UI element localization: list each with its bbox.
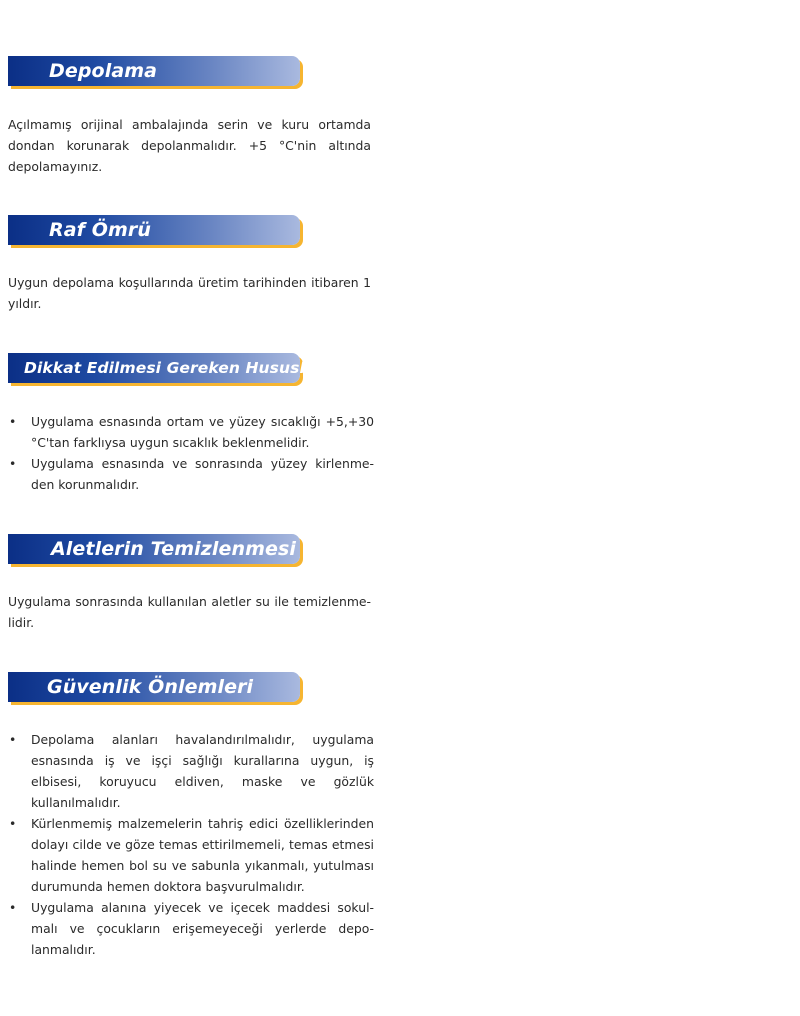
- section-banner-raf-omru: [8, 215, 300, 245]
- list-item: • Uygulama esnasında ve sonrasında yüzey kirlenme-den korunmalıdır.: [8, 453, 374, 495]
- section-banner-dikkat: [8, 353, 324, 383]
- dikkat-list: [8, 411, 374, 495]
- aletler-text: Uygulama sonrasında kullanılan aletler su ile temizlenme-lidir.: [8, 594, 371, 630]
- section-title-raf-omru: Raf Ömrü: [49, 219, 151, 241]
- section-title-depolama: Depolama: [49, 60, 158, 82]
- section-title-guvenlik: Güvenlik Önlemleri: [47, 676, 254, 698]
- section-banner-guvenlik: [8, 672, 300, 702]
- section-title-aletler: Aletlerin Temizlenmesi: [51, 538, 297, 560]
- raf-omru-text: Uygun depolama koşullarında üretim tarihinden itibaren 1 yıldır.: [8, 275, 371, 311]
- section-banner-aletler: [8, 534, 300, 564]
- section-title-dikkat: Dikkat Edilmesi Gereken Hususlar: [24, 359, 324, 377]
- list-item: • Depolama alanları havalandırılmalıdır, uygulama esnasında iş ve işçi sağlığı kurallarına uygun, iş elbisesi, koruyucu eldiven, maske ve gözlük kullanılmalıdır.: [8, 729, 374, 813]
- section-banner-depolama: [8, 56, 300, 86]
- list-item: • Uygulama alanına yiyecek ve içecek maddesi sokul-malı ve çocukların erişemeyeceği yerlerde depo-lanmalıdır.: [8, 897, 374, 960]
- depolama-text: Açılmamış orijinal ambalajında serin ve kuru ortamda dondan korunarak depolanmalıdır. +5 °C'nin altında depolamayınız.: [8, 117, 371, 174]
- list-item: • Kürlenmemiş malzemelerin tahriş edici özelliklerinden dolayı cilde ve göze temas ettirilmemeli, temas etmesi halinde hemen bol su ve sabunla yıkanmalı, yutulması durumunda hemen doktora başvurulmalıdır.: [8, 813, 374, 897]
- list-item: • Uygulama esnasında ortam ve yüzey sıcaklığı +5,+30 °C'tan farklıysa uygun sıcaklık beklenmelidir.: [8, 411, 374, 453]
- guvenlik-list: [8, 729, 374, 960]
